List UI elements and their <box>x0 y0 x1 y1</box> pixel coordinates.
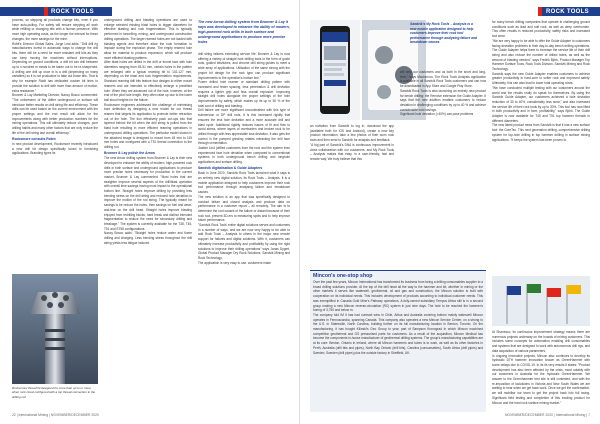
paragraph: Sandvik Rock Tools is also launching an entirely new product for bench drilling: the Remove extension the Guide Adapter. It says that the new addition enables customers to reduce deviation in challenging conditions by up to 40 % and achieve considerable cost savings. <box>400 88 486 112</box>
paragraph: "We have conducted multiple testing with our customers around the world and the results really do speak for themselves. By using the Sandvik Guide Adapter, our customers achieved a hole deviation reduction of 30 to 40%, considerably less wear," and also increased the service life of their rock tools by up to 30%. This tool has now lifted in both productivity and in form, profitability," says Björk. The Guide Adapter is now available for T45 and T51 top hammer threads in different diameters. <box>492 85 590 123</box>
section-title: ROCK TOOLS <box>546 8 589 15</box>
right-column-2 <box>400 70 486 274</box>
app-phone-photo <box>310 20 360 120</box>
left-column-1 <box>12 18 98 272</box>
section-title: ROCK TOOLS <box>51 8 94 15</box>
paragraph: Robit's Director Global Sales, Jorge Leal adds: "Drill drill rig manufacturers invest in automatic ways to change the drill bits, there will be a need for more resistant drill bits as they can keep moving the machines without interruptions. Depending on ground conditions, a drill bit can drill between up to x hundred m meals to be taken out to be re-sharpened. A drilling one drill up once in is a drill (depending on many variables) so it is not productive to take out those bits. That is why for example Robit has dedicated custom bit lines to provide the solution to drill with more than amount of motion, extra resistance." <box>12 41 98 93</box>
left-column-2 <box>104 18 192 414</box>
pull-quote: The new Arrow drilling system from Brunner & Lay it says was developed to enhance the ability of modern, high-powered rock drills in both surface and underground applications to produce more precise holes <box>198 20 290 44</box>
paragraph: will help our customers and us both in the short and long-term," says Mackinnon. The Rock Tools Analysis application is available in all Sandvik Rock Tools customers and can now be downloaded in App Store and Google Play Store. <box>400 70 486 89</box>
page-footer-right: NOVEMBER/DECEMBER 2020 | International Mining | 7 <box>504 413 590 417</box>
app-caption: Sandvik's My Rock Tools – Analysis is a new mobile application designed to help customers improve their rock tool performance through analysing failure and breakdown causes <box>410 22 478 45</box>
subheading: Rocksmore consults Rotex <box>12 137 56 142</box>
paragraph: The new solution is an app that was specifically designed to conduct failure and closed analysis and produce data on performance in a customer report – all remotely. The aim is to determine the root causes of the failure or distant because of their rock tool, present 3D-ers to measuring spots and to help improve future performance. <box>198 194 290 223</box>
section-header-right <box>538 7 600 16</box>
mincon-heading: Mincon's one-stop shop <box>313 273 373 279</box>
phone-image <box>310 20 360 120</box>
paragraph: The company told IM it has had contract wins in Chile, Africa and Australia covering bottom mainly waterwell Mincon operates in Fennoscandia, spanning Canada. This company also operates a new Mincon Service Center, on a strong to the U.S. in Statesville, North Carolina, building further on its full manufacturing location in Benton, Toronto. On the manufacturing, it has bought Kilinski's Geo Group to year, part of Sampson Kronograd In which Mincon machined competition geothermal and GS pressurised parts for customers. As a result of the acquisition, Mincon Medical has become the components in-house manufacturer of geothermal drilling systems. The group's manufacturing capabilities are at its core: Benton, Ontario in Ireland, where all Mincon hammers and tubes is to work, as well as its other factories in Perth, Australia (drill bits and pipes), North Bay Ontario (drill bits), Carolina (consumables), South Africa (drill pipes) and Sweden, Sweden (drill pipes) plus the outside factory in Sheffield, UK. <box>313 312 483 355</box>
section-header-left <box>0 7 112 16</box>
flags-image <box>492 276 590 326</box>
paragraph: Over the past few years, Mincon International has transformed its business from being a drilling consumables supplier to a broad drilling solutions provider. At the top of the drill head all the way to the hammer and bit, whether in mining or the other markets it serves like waterwell, geothermal, oil and gas and construction, the Mincon solution is built with cooperation on its individual needs. This includes development of products according to individual customer needs. This was exemplified in Canada Gold Mine's Pathway operations. A fully-owned subsidiary Tempus Africa still is in a second group making a new Mincon reverse-circulation (RC) system in just nine days. The hole to be reached the hammer's boring of 3,750 and below m. <box>313 280 483 313</box>
paragraph: for many bench drilling companies that operate in challenging ground conditions such as lead and soft rock, as well as deep overburden. This often results in reduced productivity, safety risks and increased tool wear. <box>492 20 590 39</box>
mincon-column <box>313 272 483 410</box>
right-column-4 <box>492 330 590 414</box>
paragraph: an invitation from Sandvik to log in, download the app (available both for iOS and Android), create a new key product information, take a few photos of their worn rock tools and then send to Sandvik for analysis and feedback. <box>310 124 394 143</box>
page-footer-left: 22 | International Mining | NOVEMBER/DECEMBER 2020 <box>12 413 99 417</box>
left-column-3 <box>198 52 290 414</box>
paragraph: "Sandvik Rock Tools' entire digital solutions serves and customers in a number of ways, and we are now very happy to be able to add Rock Tools – Analysis to others in the major new remote support for failures and digital solutions. With it, customers can ultimately increase productivity and profitability by using the right solutions to improve their drilling operations" says Jonas Dygert, Global Product Manager Dry Rock Solutions, Sandvik Mining and Rock Technology. <box>198 223 290 260</box>
paragraph: process, so stepping all products change bits, even if you have auto-pulling. For safety will ensure stepping all work while refilling or changing bits with a human presence. With more high operating costs, as the longer the interval for these changes, the more savings for the mine. <box>12 18 98 41</box>
right-column-3 <box>492 20 590 274</box>
paragraph: "A big part of Sandvik's DNA is continuous improvement in close collaboration with our customers, and My Rock Tools – Analysis makes that easy, in a user-friendly, fast and remote way. We truly believe that this <box>310 142 394 161</box>
paragraph: "We are very happy to be able to offer the Guide Adapter to customers facing deviation problems in their day-to-day bench drilling operations. The Guide Adapter helps them to increase the service life of their drill string and also reduce the number of drilled holes, as well as the amount of blasting needed," says Fredrik Björk, Product Manager Top Hammer Surface Tools, Rock Tools Division, Sandvik Mining and Rock Technology. <box>492 38 590 72</box>
paragraph: In ongoing innovative projects, Mincon also continues to develop its hydraulic DTH hammer innovation known as GreenHammer with some delays due to COVID-19. In its its very results it states: "Product development has also been affected by the crisis, most notably with our customers in Australia for the hydraulic GreenHammer. We answer to the Greenhammer test site is still contested, and with the re-imposition of lockdowns in Victoria and New South Wales we are waiting to hear when we get back work. Once we get the confirmation, we will mobilise our team to get the project back into full swing. Significant field testing and completion of this exciting product for Mincon and the hard rock surface mining market." <box>492 353 590 405</box>
paragraph: Sandvik says the new Guide Adapter enables customers to achieve greater productivity in hard-core to softer rock and improved safety. Ultimately, this can also lead to lower total operating costs. <box>492 71 590 86</box>
paragraph: Joakim Lind (drilled customers from the rock and the system from experienced face hole deviation when compared to conventional systems in both underground bench drilling and longhole applications and surface drilling. <box>198 146 290 165</box>
paragraph: The new Arrow drilling system from Brunner & Lay is their new developed to enhance the ability of modern, high-powered rock drills in both surface and underground applications to produce more precise holes necessary for production in the current market, Brunner & Lay commented: "Most holes that are straighter improve several aspects of the drill/blast operation with overall time savings having most impact to the operational bottom line. Straight holes improve drilling by providing less bending stress on the drill string and reduced hole deviation to improve the motion of the rod string. The typically meant for savings to be reduce the holes, then savings on fuel and wear-and-tear on the drill head. Straight holes improve blasting enjoyed from redrilling blocks, hard break and distinct intended fragmentation to reduce the need for secondary drilling and breakage." The system is currently available for the T38, T45, T51 and ST58 configurations. <box>104 156 192 231</box>
paragraph: Rocksmore engineers addressed the challenge of minimising bore deflection by designing a new model for our thread reamer that targets its application to promote better retraction out of the hole. The tion effectively pack cut-ups into that tapered behind the bit when the drill string is pulled from the blast hole resulting in more efficient reaming operations in underground drilling operations. The particular model shown in the attached image is designed to mount from 45 mm to 115 mm holes and configured with a T51 thread connection to the drilling rod. <box>104 102 192 149</box>
paragraph: underground drilling and blasting operations are used to enlarge selected existing blast holes to bigger diameters for effective blasting and rock fragmentation. This is typically performed in tunnelling, mining, and underground construction drilling operations. The larger reamed holes are not loaded with blasting agents and therefore allow the rock formation to implode during the explosion phase. The empty reamed hole allow for material to produce expansion, which will produce more efficient blasting patterns. <box>104 18 192 60</box>
drill-bit-photo <box>12 274 98 384</box>
paragraph: Drill failure are more significant unconstrained with this type of submersion or DP drill rods. It is this increased rigidity that ensures the less hole deviation and a more accurate drill and blast cycle. Additional rigidity reduces issues of fit and flow to avoid stress, where layers of overburden and broken rock to be drilled through with less appreciable loss deviation. It also gets the control in the pumped grinding rotates extracting the drill face through cementation. <box>198 108 290 146</box>
paragraph: Brunner & Lay Marketing Director, Nancy Bosco commented: "The unforeseen of the drifter underground or surface will introduce better results on drill string life and efficiency. These drills can be used based on the current environment with the proper settings and the end result will allow for the improvements along with better production numbers for the mining operations. This will ultimately reduce changes, poor drilling habits and many other factors that are only reduce the life of the drill string last overall efficiency." <box>12 93 98 135</box>
header-accent-bar <box>44 7 48 16</box>
right-column-1 <box>310 124 394 274</box>
paragraph: The application is very easy to use: customers make <box>198 260 271 265</box>
paragraph: Power drilled hole reamer or standard drilling pattern with increased and fewer spacing, less penetration & drill deviation requires a lighter grip and less overall explosive. Improving straight drill holes alongside the proper settings of the hole improvements by safety, which makes up its up to 50 % of the total cost of drilling and blasting. <box>198 80 290 108</box>
paragraph: In new product development, Rocksmore recently introduced a new drill bit design specifically tuned to furnishing applications. Branding types its <box>12 141 98 156</box>
right-page <box>300 0 600 424</box>
drill-bit-image <box>12 274 98 384</box>
subheading: Brunner & Lay polish the Arrow <box>104 151 155 156</box>
paragraph: After blast holes are drilled in the drift or tunnel face with hole diameters ranging from 45-51 mm, certain holes in the pattern are enlarged with a typical reaming bit to 102-127 mm, depending on the blast and rock fragmentation requirements. Standard reaming drill bits feature four designs to either mount reamers and are intended to effectively enlarge a predrilled hole. When they are advanced out of the hole, however, at the end of the pilot hole length, they often raise up due to the lower ball stood heights for the failure. <box>104 60 192 102</box>
paragraph: Back in June 2020, Sandvik Rock Tools launched what it says is an entirely new digital solution, its Rock Tools – Analysis. It is a mobile application designed to help customers improve their rock tool performance through analysing failure and breakdown causes. <box>198 171 290 195</box>
paragraph: The new latest product news from Sandvik is that it has a new surface tool: the CoreTec. This next generation drilling, comprehensive drilling system for top-hole drilling in top hammer drilling in surface mining applications. "It keeps the system has been proven to <box>492 123 590 142</box>
photo-caption: Rocksmore thread bit designed for more than up to or more when rock cloud configured with a top thread connection to the drilling rod <box>12 386 96 399</box>
subheading: Sandvik digitalisation & Guide Adapters <box>198 166 263 171</box>
paragraph: drill string failures extending service life. Brunner & Lay is now offering a variety of straight hole drilling tools in the form of guide rods, guided bits/tubes, and chrome drill string guides to meet a wide array of applications. Utilisation of the same strong with the proper bit design for the rock type can produce significant improvements to the operation's bottom line." <box>198 52 290 80</box>
paragraph: Significant hole deviation (>40%) can pose problems <box>400 112 474 117</box>
paragraph: At Shanesco, its continuous improvement strategy means there are numerous projects underway on the hoards of mining customers. This includes some concepts for automation enabling drill consumables and systems that are designed to work with autonomous drill rigs, and data acquisition of various parameters. <box>492 330 590 353</box>
flags-photo <box>492 276 590 326</box>
header-accent-bar <box>538 7 542 16</box>
paragraph: Nancy Bosco adds: "Straight holes reduce water and flume drilling and charging. Less bending stress throughout the drill string yields less fatigue induced <box>104 231 192 245</box>
